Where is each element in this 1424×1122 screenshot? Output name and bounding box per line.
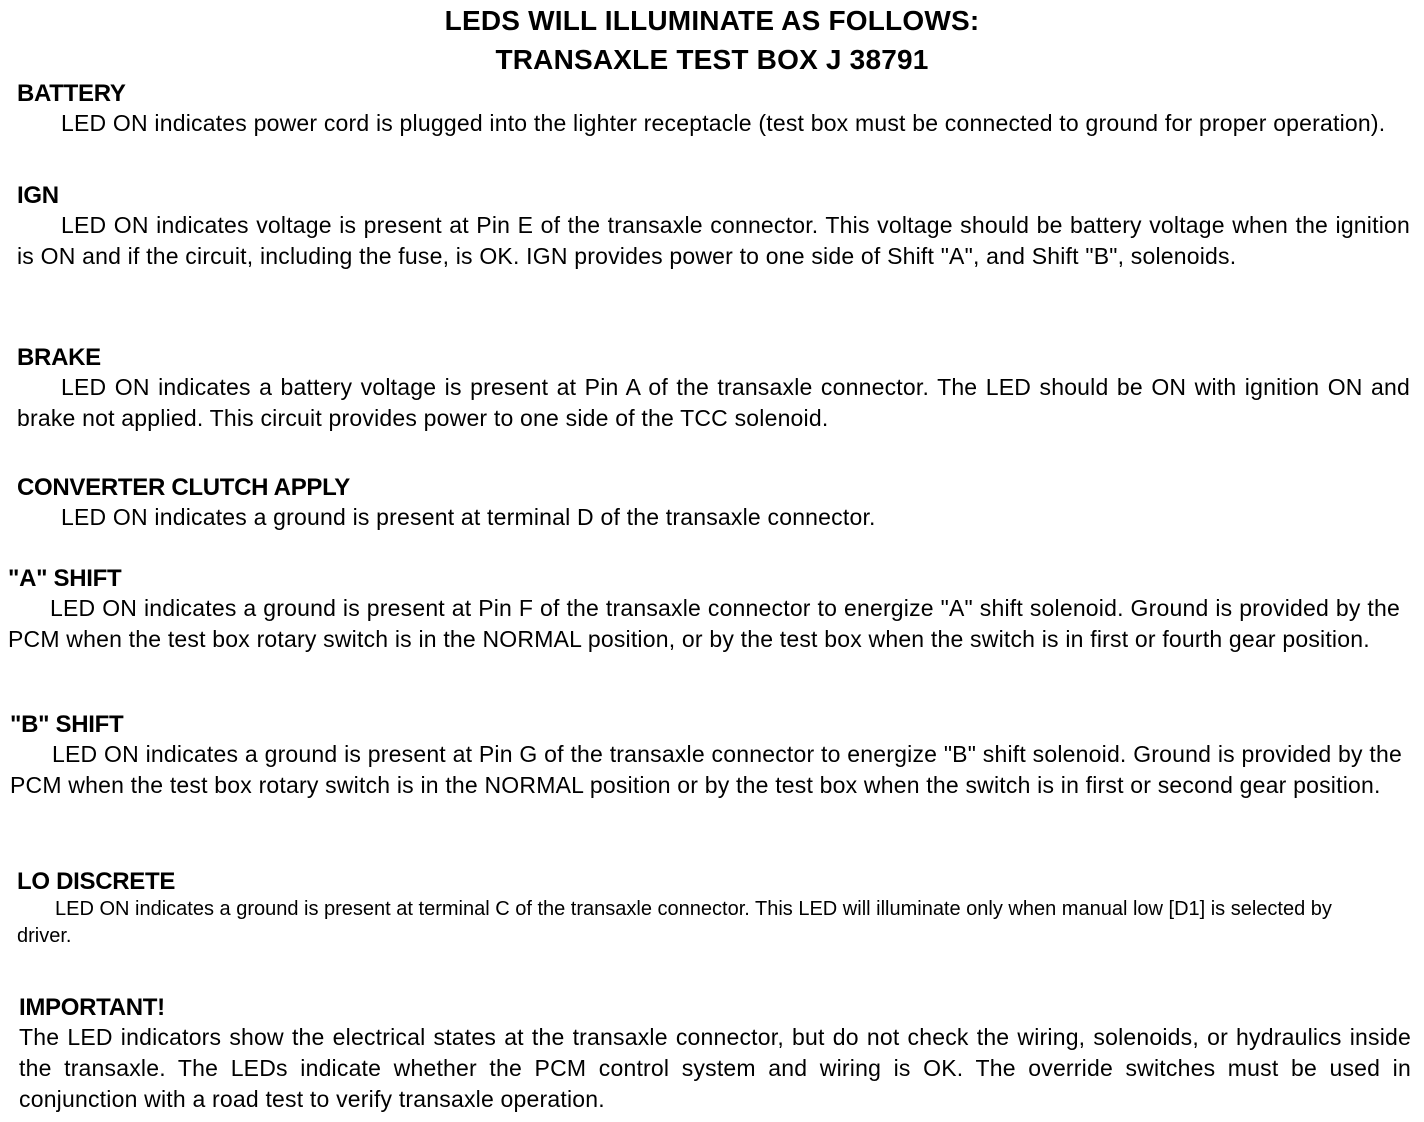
section-heading: BATTERY	[17, 80, 126, 107]
section-heading: "A" SHIFT	[8, 565, 122, 592]
section-b-shift	[10, 711, 1402, 801]
section-heading: "B" SHIFT	[10, 711, 124, 738]
section-converter-clutch-apply	[17, 474, 1410, 533]
section-text: LED ON indicates power cord is plugged into the lighter receptacle (test box must be connected to ground for proper operation).	[61, 110, 1386, 136]
section-heading: IMPORTANT!	[19, 994, 165, 1021]
section-a-shift	[8, 565, 1400, 655]
page-title: LEDS WILL ILLUMINATE AS FOLLOWS:	[444, 5, 980, 36]
section-text: The LED indicators show the electrical states at the transaxle connector, but do not check the wiring, solenoids, or hydraulics inside the transaxle. The LEDs indicate whether the PCM control system and wiring is OK. The override switches must be used in conjunction with a road test to verify transaxle operation.	[19, 1024, 1411, 1112]
section-text: LED ON indicates a battery voltage is present at Pin A of the transaxle connector. The LED should be ON with ignition ON and brake not applied. This circuit provides power to one side of the TCC solenoid.	[17, 374, 1410, 431]
section-battery	[17, 80, 1410, 139]
section-brake	[17, 344, 1410, 434]
section-text: LED ON indicates a ground is present at Pin F of the transaxle connector to energize "A" shift solenoid. Ground is provided by the PCM when the test box rotary switch is in the NORMAL position, or by the test box when the switch is in first or fourth gear position.	[8, 595, 1400, 652]
section-text: LED ON indicates a ground is present at Pin G of the transaxle connector to energize "B" shift solenoid. Ground is provided by the PCM when the test box rotary switch is in the NORMAL position or by the test box when the switch is in first or second gear position.	[10, 741, 1402, 798]
page-subtitle: TRANSAXLE TEST BOX J 38791	[495, 44, 929, 75]
section-heading: LO DISCRETE	[17, 868, 176, 895]
section-text: LED ON indicates a ground is present at terminal D of the transaxle connector.	[61, 504, 876, 530]
section-important	[19, 994, 1411, 1115]
section-heading: IGN	[17, 182, 59, 209]
section-text: LED ON indicates a ground is present at terminal C of the transaxle connector. This LED will illuminate only when manual low [D1] is selected by driver.	[17, 898, 1332, 947]
section-text: LED ON indicates voltage is present at Pin E of the transaxle connector. This voltage should be battery voltage when the ignition is ON and if the circuit, including the fuse, is OK. IGN provides power to one side of Shift "A", and Shift "B", solenoids.	[17, 212, 1410, 269]
section-lo-discrete	[17, 868, 1347, 950]
section-heading: BRAKE	[17, 344, 101, 371]
section-heading: CONVERTER CLUTCH APPLY	[17, 474, 350, 501]
section-ign	[17, 182, 1410, 272]
